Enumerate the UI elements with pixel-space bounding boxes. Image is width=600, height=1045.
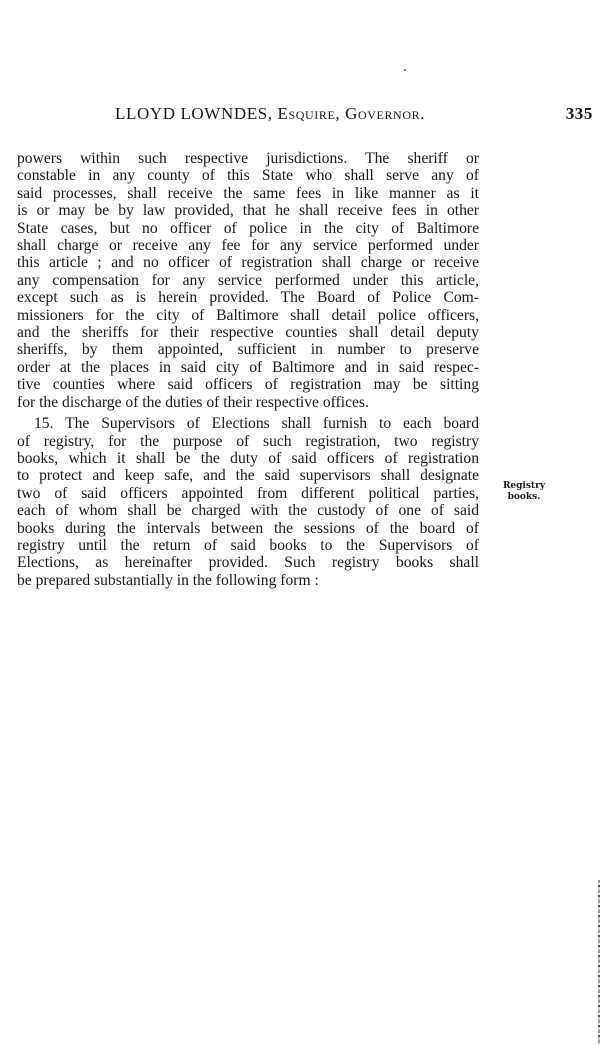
text-line: be prepared substantially in the following form : — [17, 571, 319, 589]
text-line: books during the intervals between the sessions of the board of — [17, 519, 479, 537]
text-line: order at the places in said city of Baltimore and in said respec- — [17, 358, 479, 376]
text-line: constable in any county of this State who shall serve any of — [17, 167, 479, 185]
title-governor: Governor. — [345, 104, 426, 123]
body-text — [17, 150, 479, 589]
running-head-title — [115, 104, 425, 124]
paragraph-continuation — [17, 150, 479, 411]
margin-note — [484, 481, 564, 503]
text-line: two of said officers appointed from different political parties, — [17, 484, 479, 502]
text-line: shall charge or receive any fee for any service performed under — [17, 237, 479, 255]
text-line: said processes, shall receive the same fees in like manner as it — [17, 184, 479, 202]
title-esquire: Esquire, — [277, 104, 341, 123]
text-line: tive counties where said officers of registration may be sitting — [17, 376, 479, 394]
text-line: except such as is herein provided. The Board of Police Com- — [17, 289, 479, 307]
text-line: is or may be by law provided, that he shall receive fees in other — [17, 202, 479, 220]
page-number: 335 — [565, 104, 593, 123]
text-line: and the sheriffs for their respective counties shall detail deputy — [17, 324, 479, 342]
text-line: 15. The Supervisors of Elections shall furnish to each board — [34, 415, 479, 433]
text-line: powers within such respective jurisdictions. The sheriff or — [17, 150, 479, 167]
text-line: each of whom shall be charged with the custody of one of said — [17, 502, 479, 520]
text-line: to protect and keep safe, and the said supervisors shall designate — [17, 467, 479, 485]
text-line: for the discharge of the duties of their respective offices. — [17, 393, 369, 411]
title-name: LLOYD LOWNDES, — [115, 104, 273, 123]
text-line: State cases, but no officer of police in the city of Baltimore — [17, 219, 479, 237]
text-line: Elections, as hereinafter provided. Such registry books shall — [17, 554, 479, 572]
text-line: books, which it shall be the duty of said officers of registration — [17, 449, 479, 467]
margin-note-line: books. — [507, 492, 541, 502]
text-line: missioners for the city of Baltimore shall detail police officers, — [17, 306, 479, 324]
scan-speck — [404, 69, 406, 71]
text-line: any compensation for any service performed under this article, — [17, 271, 479, 289]
text-line: of registry, for the purpose of such registration, two registry — [17, 432, 479, 450]
text-line: this article ; and no officer of registration shall charge or receive — [17, 254, 479, 272]
margin-note-line: Registry — [502, 481, 546, 491]
text-line: registry until the return of said books to the Supervisors of — [17, 536, 479, 554]
running-head — [115, 104, 593, 124]
text-line: sheriffs, by them appointed, sufficient in number to preserve — [17, 341, 479, 359]
paragraph-section-15 — [17, 415, 479, 589]
